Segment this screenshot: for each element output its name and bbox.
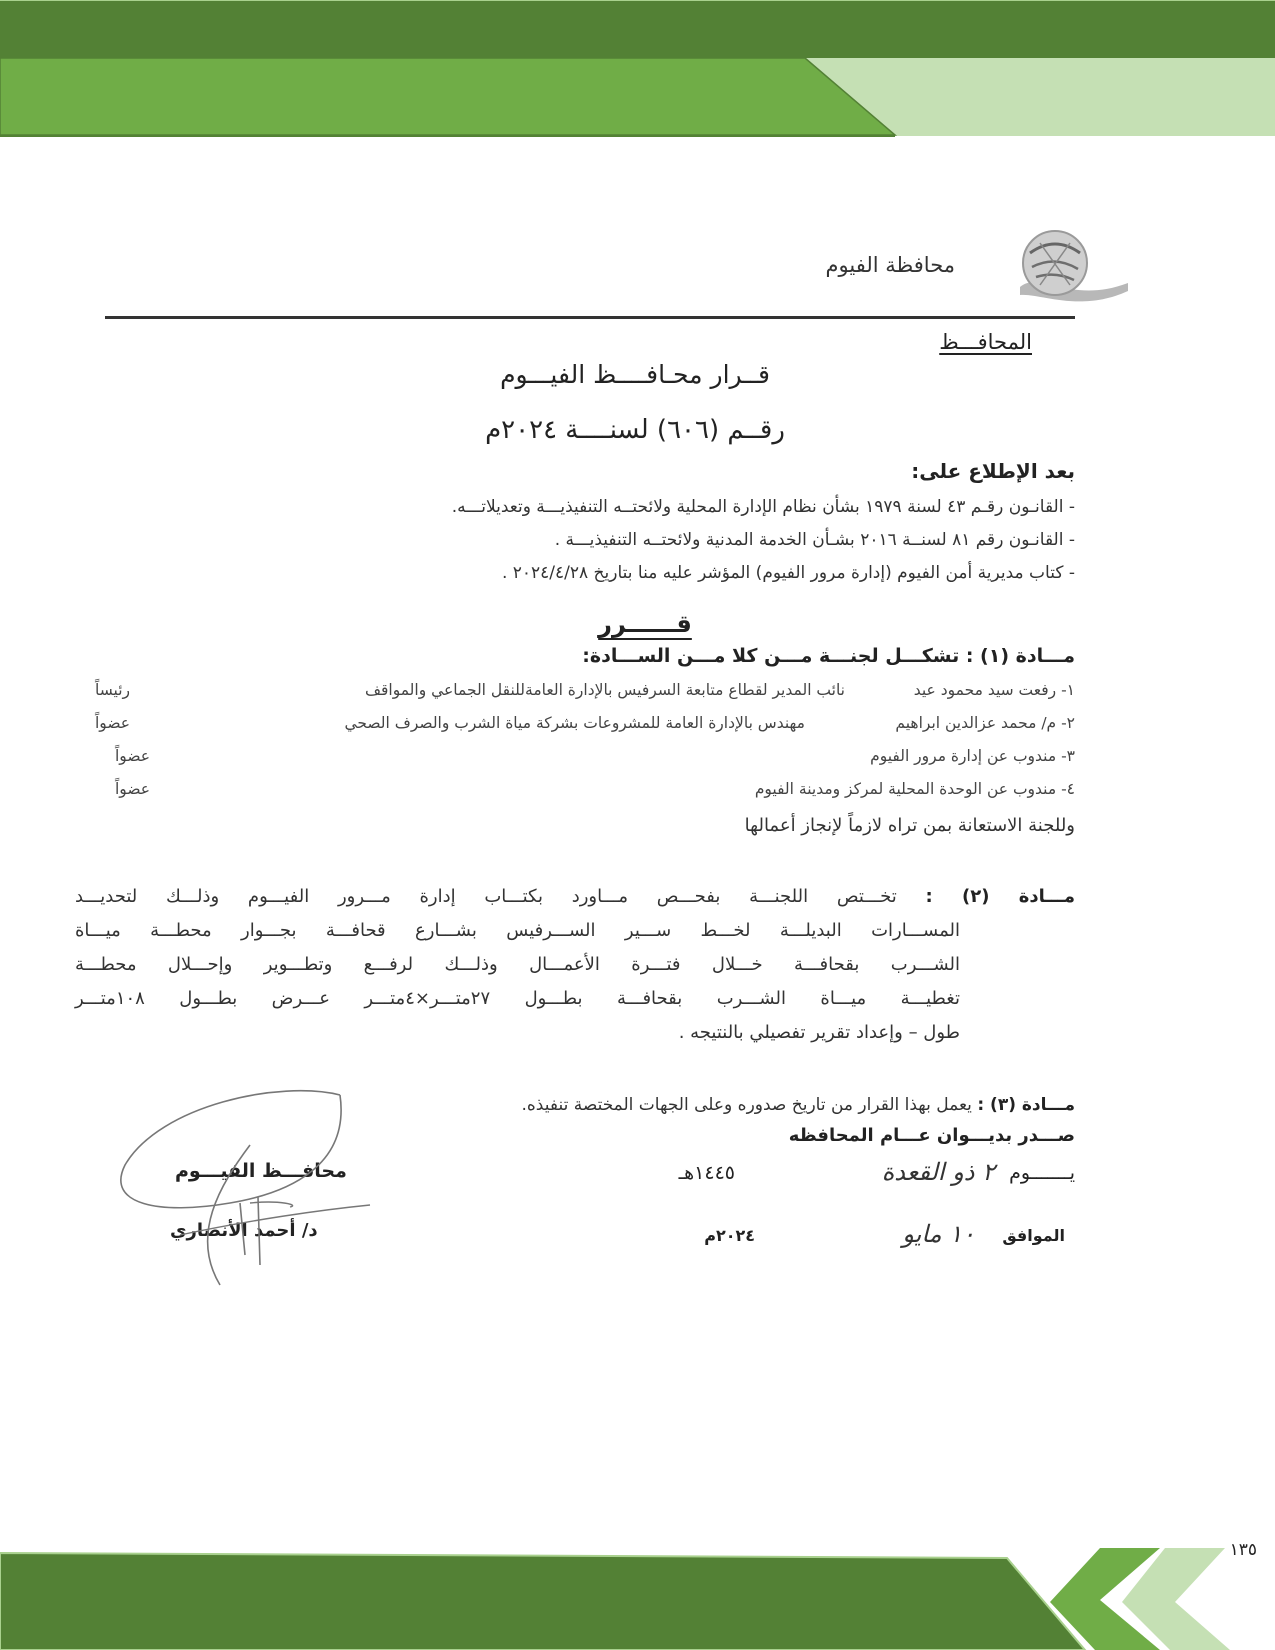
article-2-line: تغطيـــة ميـــاة الشـــرب بقحافـــة بطـــول ٢٧متـــر×٤متـــر عـــرض بطـــول ١٠٨متـــر bbox=[75, 988, 960, 1009]
article-2-continuation bbox=[75, 914, 960, 1050]
decree-title: قــرار محـافــــظ الفيـــوم bbox=[500, 360, 770, 389]
committee-member bbox=[95, 780, 1075, 813]
hijri-year: ١٤٤٥هـ bbox=[678, 1162, 735, 1184]
article-1-heading: مـــادة (١) : تشكـــل لجنـــة مـــن كلا مـــن الســـادة: bbox=[582, 645, 1075, 667]
committee-member bbox=[95, 747, 1075, 780]
article-2-line: الشـــرب بقحافـــة خـــلال فتـــرة الأعمـــال وذلـــك لرفـــع وتطـــوير وإحـــلال محطـــة bbox=[75, 954, 960, 975]
member-role: عضواً bbox=[115, 780, 151, 798]
article-3-label: مـــادة (٣) : bbox=[977, 1095, 1075, 1115]
day-label: يـــــــوم bbox=[1009, 1162, 1075, 1184]
issuance-place: صـــدر بديـــوان عـــام المحافظه bbox=[788, 1125, 1075, 1146]
footer-dark-strip bbox=[0, 1553, 1085, 1650]
preamble-heading: بعد الإطلاع على: bbox=[911, 459, 1075, 483]
page-number: ١٣٥ bbox=[1229, 1540, 1257, 1560]
member-name: ٤- مندوب عن الوحدة المحلية لمركز ومدينة الفيوم bbox=[754, 780, 1075, 798]
hijri-date-row bbox=[595, 1158, 1075, 1198]
letterhead-divider bbox=[105, 316, 1075, 319]
gregorian-date-row bbox=[595, 1220, 1075, 1260]
scanned-decree bbox=[70, 215, 1130, 1365]
assistance-note: وللجنة الاستعانة بمن تراه لازماً لإنجاز أعمالها bbox=[744, 815, 1075, 836]
member-name: ٢- م/ محمد عزالدين ابراهيم bbox=[895, 714, 1075, 732]
article-3-text: يعمل بهذا القرار من تاريخ صدوره وعلى الجهات المختصة تنفيذه. bbox=[521, 1095, 972, 1115]
gregorian-handwritten-date: ١٠ مايو bbox=[902, 1220, 975, 1248]
member-name: ١- رفعت سيد محمود عيد bbox=[913, 681, 1075, 699]
article-3 bbox=[521, 1095, 1075, 1115]
handwritten-signature-icon bbox=[100, 1085, 400, 1295]
reference-item: - القانـون رقـم ٤٣ لسنة ١٩٧٩ بشأن نظام الإدارة المحلية ولائحتــه التنفيذيـــة وتعديلاتـــه. bbox=[451, 497, 1075, 517]
member-role: عضواً bbox=[95, 714, 131, 732]
decree-number: رقــم (٦٠٦) لسنــــة ٢٠٢٤م bbox=[485, 415, 785, 445]
article-2-first-line bbox=[75, 880, 1075, 914]
member-title: مهندس بالإدارة العامة للمشروعات بشركة مياة الشرب والصرف الصحي bbox=[344, 714, 805, 732]
footer-band-shapes bbox=[0, 1540, 1275, 1650]
fayoum-governorate-emblem-icon bbox=[1010, 225, 1130, 305]
reference-item: - كتاب مديرية أمن الفيوم (إدارة مرور الفيوم) المؤشر عليه منا بتاريخ ٢٠٢٤/٤/٢٨ . bbox=[501, 563, 1075, 583]
signatory-title: محافـــظ الفيـــوم bbox=[175, 1160, 347, 1182]
gregorian-year: ٢٠٢٤م bbox=[704, 1226, 755, 1245]
office-label: المحافـــظ bbox=[939, 330, 1032, 354]
member-role: رئيساً bbox=[95, 681, 131, 699]
committee-member bbox=[95, 714, 1075, 747]
committee-member-list bbox=[95, 681, 1075, 813]
decided-heading: قــــــرر bbox=[598, 610, 692, 638]
article-2-text: تخـــتص اللجنـــة بفحـــص مـــاورد بكتـــاب إدارة مـــرور الفيـــوم وذلـــك لتحديـــد bbox=[75, 886, 897, 907]
signatory-name: د/ أحمد الأنصاري bbox=[170, 1220, 318, 1241]
reference-item: - القانـون رقم ٨١ لسنــة ٢٠١٦ بشـأن الخدمة المدنية ولائحتــه التنفيذيـــة . bbox=[554, 530, 1075, 550]
member-name: ٣- مندوب عن إدارة مرور الفيوم bbox=[870, 747, 1075, 765]
article-2 bbox=[75, 880, 1075, 1050]
header-mid-strip bbox=[0, 58, 895, 135]
article-2-line: المســـارات البديلـــة لخـــط ســـير الســـرفيس بشـــارع قحافـــة بجـــوار محطـــة ميـــاة bbox=[75, 920, 960, 941]
committee-member bbox=[95, 681, 1075, 714]
reference-list bbox=[125, 491, 1075, 590]
header-band-shapes bbox=[0, 58, 1275, 140]
article-2-label: مـــادة (٢) : bbox=[925, 886, 1075, 907]
header-band-dark bbox=[0, 0, 1275, 60]
governorate-name: محافظة الفيوم bbox=[825, 253, 955, 277]
member-title: نائب المدير لقطاع متابعة السرفيس بالإدارة العامةللنقل الجماعي والمواقف bbox=[364, 681, 845, 699]
member-role: عضواً bbox=[115, 747, 151, 765]
hijri-handwritten-date: ٢ ذو القعدة bbox=[881, 1158, 995, 1186]
article-2-line: طول – وإعداد تقرير تفصيلي بالنتيجه . bbox=[678, 1022, 960, 1043]
corresponding-label: الموافق bbox=[1002, 1226, 1065, 1245]
